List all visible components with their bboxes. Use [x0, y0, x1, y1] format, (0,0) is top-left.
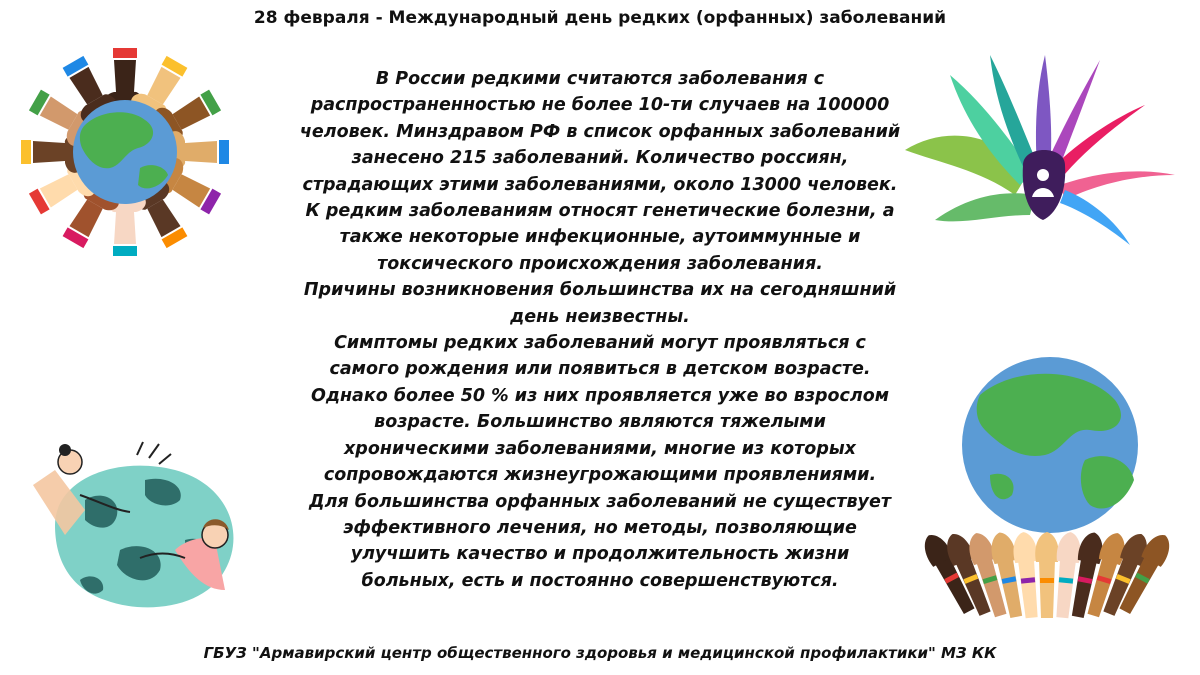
text-line: В России редкими считаются заболевания с: [375, 69, 825, 89]
text-line: сопровождаются жизнеугрожающими проявлениями.: [323, 465, 877, 486]
text-line: распространенностью не более 10-ти случаев на 100000: [310, 95, 890, 116]
text-line: К редким заболеваниям относят генетические болезни, а: [305, 201, 895, 222]
text-line: занесено 215 заболеваний. Количество россиян,: [351, 148, 849, 169]
hands-holding-globe-icon: [920, 355, 1180, 620]
footer-organization: ГБУЗ "Армавирский центр общественного здоровья и медицинской профилактики" МЗ КК: [203, 644, 997, 662]
people-hugging-globe-icon: [25, 440, 255, 615]
text-line: токсического происхождения заболевания.: [377, 253, 823, 274]
text-line: Однако более 50 % из них проявляется уже во взрослом: [310, 385, 890, 406]
text-line: Для большинства орфанных заболеваний не существует: [309, 491, 891, 512]
text-line: возрасте. Большинство являются тяжелыми: [374, 412, 826, 433]
text-line: человек. Минздравом РФ в список орфанных заболеваний: [299, 121, 901, 142]
text-line: больных, есть и постоянно совершенствуются.: [361, 570, 839, 591]
text-line: хроническими заболеваниями, многие из которых: [344, 438, 856, 459]
page-title: 28 февраля - Международный день редких (орфанных) заболеваний: [253, 8, 947, 28]
text-line: эффективного лечения, но методы, позволяющие: [343, 517, 857, 538]
text-line: также некоторые инфекционные, аутоиммунные и: [339, 227, 861, 248]
text-line: Симптомы редких заболеваний могут проявляться с: [334, 333, 866, 354]
main-text: [270, 66, 930, 594]
colorful-hands-logo-icon: [895, 45, 1185, 255]
text-line: самого рождения или появиться в детском возрасте.: [329, 359, 871, 380]
globe-with-hands-ring-icon: [10, 40, 240, 265]
text-line: улучшить качество и продолжительность жизни: [350, 544, 850, 565]
text-line: день неизвестны.: [510, 306, 690, 327]
text-line: страдающих этими заболеваниями, около 13000 человек.: [302, 174, 898, 195]
text-line: Причины возникновения большинства их на сегодняшний: [303, 280, 897, 301]
